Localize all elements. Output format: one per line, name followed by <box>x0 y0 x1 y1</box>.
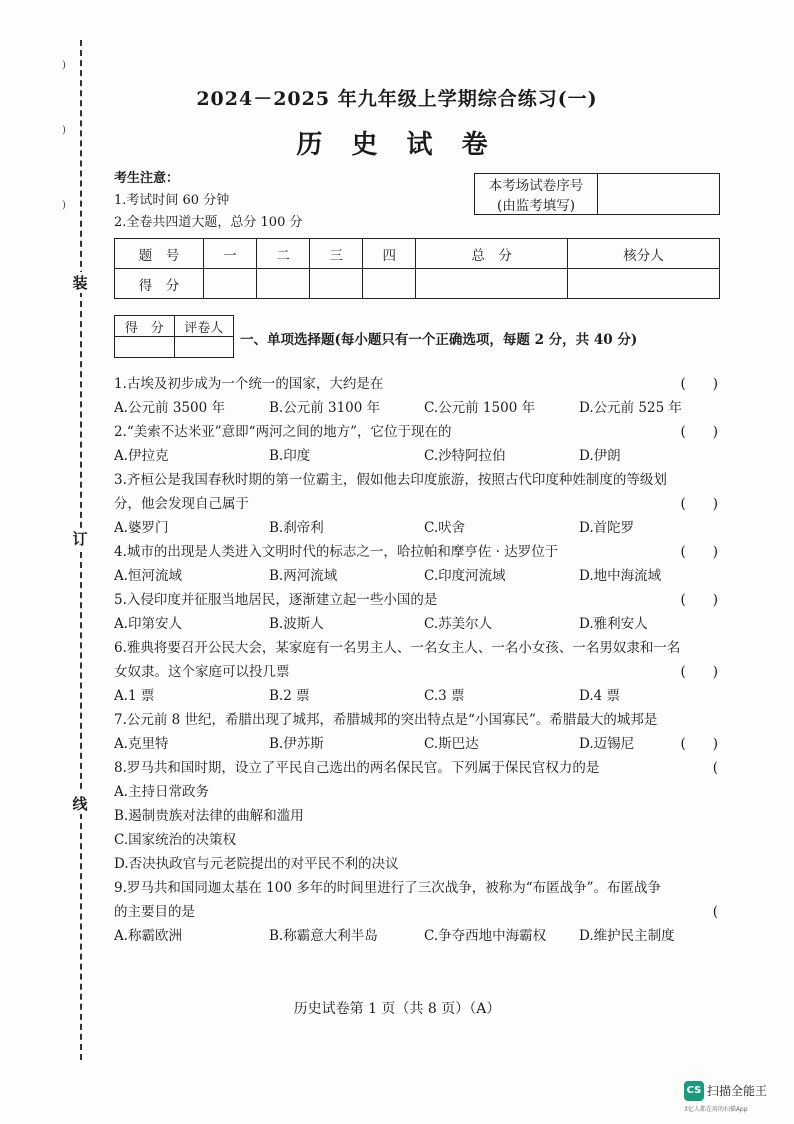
score-header-cell: 二 <box>257 239 310 269</box>
page-footer: 历史试卷第 1 页（共 8 页）（A） <box>293 1001 501 1017</box>
answer-option: A.称霸欧洲 <box>114 928 183 944</box>
binding-dashed-line <box>80 40 82 1060</box>
answer-option: A.印第安人 <box>114 616 183 632</box>
answer-option: B.印度 <box>269 448 311 464</box>
question-item <box>114 876 734 948</box>
answer-option: C.争夺西地中海霸权 <box>424 928 547 944</box>
exam-title: 2024－2025 年九年级上学期综合练习(一) <box>196 88 598 110</box>
question-stem-text: 8.罗马共和国时期，设立了平民自己选出的两名保民官。下列属于保民官权力的是 <box>114 760 600 776</box>
answer-option: C.印度河流域 <box>424 568 506 584</box>
notice-line: 1.考试时间 60 分钟 <box>114 193 230 208</box>
answer-option: D.维护民主制度 <box>579 928 675 944</box>
notice-heading: 考生注意： <box>114 171 180 186</box>
answer-option: D.否决执政官与元老院提出的对平民不利的决议 <box>114 856 399 872</box>
grader-score-label: 得 分 <box>115 316 175 337</box>
score-table <box>114 238 720 299</box>
question-stem <box>114 540 734 564</box>
answer-option: B.刹帝利 <box>269 520 324 536</box>
answer-option: B.两河流域 <box>269 568 338 584</box>
scanner-logo-name: 扫描全能王 <box>707 1084 768 1098</box>
answer-bracket[interactable]: ( ) <box>680 496 718 512</box>
score-header-cell: 四 <box>363 239 416 269</box>
question-stem <box>114 708 734 732</box>
question-item <box>114 588 734 636</box>
answer-options <box>114 732 734 756</box>
exam-subtitle: 历 史 试 卷 <box>296 130 498 160</box>
question-item <box>114 540 734 588</box>
section-one-title: 一、单项选择题(每小题只有一个正确选项，每题 2 分，共 40 分) <box>240 332 638 348</box>
answer-option: B.公元前 3100 年 <box>269 400 381 416</box>
question-stem-text: 2.“美索不达米亚”意即“两河之间的地方”，它位于现在的 <box>114 424 452 440</box>
serial-label-line2: (由监考填写) <box>496 198 576 214</box>
score-header-cell: 三 <box>310 239 363 269</box>
question-item <box>114 636 734 708</box>
question-stem-text: 的主要目的是 <box>114 904 195 920</box>
question-stem-text: 6.雅典将要召开公民大会，某家庭有一名男主人、一名女主人、一名小女孩、一名男奴隶和一名 <box>114 640 681 656</box>
notice-line: 2.全卷共四道大题，总分 100 分 <box>114 215 303 230</box>
answer-option: B.称霸意大利半岛 <box>269 928 378 944</box>
margin-char-xian: 线 <box>70 793 90 814</box>
scanner-logo-tagline: 3亿人都在用的扫描App <box>684 1106 748 1113</box>
answer-option: D.伊朗 <box>579 448 621 464</box>
answer-options <box>114 564 734 588</box>
candidate-notice <box>114 168 302 234</box>
answer-option: B.2 票 <box>269 688 310 704</box>
answer-option: B.遏制贵族对法律的曲解和滥用 <box>114 808 304 824</box>
answer-option: C.吠舍 <box>424 520 466 536</box>
question-stem-text: 女奴隶。这个家庭可以投几票 <box>114 664 290 680</box>
answer-option: C.苏美尔人 <box>424 616 493 632</box>
answer-options <box>114 684 734 708</box>
question-item <box>114 708 734 756</box>
answer-bracket[interactable]: ( <box>712 760 718 776</box>
answer-option: C.公元前 1500 年 <box>424 400 536 416</box>
question-stem <box>114 900 734 924</box>
question-stem-text: 1.古埃及初步成为一个统一的国家，大约是在 <box>114 376 384 392</box>
score-table-header-row <box>115 239 720 269</box>
question-list <box>114 372 734 948</box>
answer-option: A.主持日常政务 <box>114 784 210 800</box>
scanner-logo <box>684 1080 768 1113</box>
answer-bracket[interactable]: ( <box>712 904 718 920</box>
question-stem <box>114 468 734 492</box>
answer-options <box>114 444 734 468</box>
question-stem-text: 3.齐桓公是我国春秋时期的第一位霸主，假如他去印度旅游，按照古代印度种姓制度的等级划 <box>114 472 667 488</box>
question-stem-text: 5.入侵印度并征服当地居民，逐渐建立起一些小国的是 <box>114 592 438 608</box>
question-item <box>114 468 734 540</box>
question-stem <box>114 756 734 780</box>
answer-option: D.地中海流域 <box>579 568 662 584</box>
score-cell[interactable] <box>310 269 363 299</box>
scanner-logo-icon: CS <box>684 1081 704 1101</box>
grader-name-label: 评卷人 <box>174 316 234 337</box>
margin-mark: ) <box>62 200 66 211</box>
question-stem-text: 9.罗马共和国同迦太基在 100 多年的时间里进行了三次战争，被称为“布匿战争”。布匿战争 <box>114 880 662 896</box>
question-stem <box>114 636 734 660</box>
score-header-cell: 核分人 <box>568 239 720 269</box>
question-stem <box>114 420 734 444</box>
answer-option: D.4 票 <box>579 688 621 704</box>
margin-char-zhuang: 装 <box>70 272 90 293</box>
answer-options <box>114 516 734 540</box>
question-item <box>114 420 734 468</box>
score-cell[interactable] <box>257 269 310 299</box>
question-stem <box>114 588 734 612</box>
answer-options <box>114 396 734 420</box>
question-stem <box>114 492 734 516</box>
question-stem <box>114 372 734 396</box>
answer-bracket[interactable]: ( ) <box>680 664 718 680</box>
serial-label-line1: 本考场试卷序号 <box>488 178 584 194</box>
answer-bracket[interactable]: ( ) <box>680 424 718 440</box>
question-stem-text: 4.城市的出现是人类进入文明时代的标志之一，哈拉帕和摩亨佐 · 达罗位于 <box>114 544 559 560</box>
grader-name-field[interactable] <box>174 337 234 358</box>
serial-value-field[interactable] <box>598 174 720 215</box>
answer-option: C.斯巴达 <box>424 736 479 752</box>
score-header-cell: 总 分 <box>416 239 568 269</box>
question-item <box>114 756 734 876</box>
answer-option: C.沙特阿拉伯 <box>424 448 506 464</box>
answer-option: B.波斯人 <box>269 616 324 632</box>
score-cell[interactable] <box>568 269 720 299</box>
answer-option: D.公元前 525 年 <box>579 400 682 416</box>
answer-option: D.雅利安人 <box>579 616 648 632</box>
answer-bracket[interactable]: ( ) <box>680 376 718 392</box>
serial-number-box <box>474 173 720 215</box>
answer-option: A.伊拉克 <box>114 448 169 464</box>
answer-option: C.国家统治的决策权 <box>114 832 237 848</box>
question-stem <box>114 876 734 900</box>
score-cell[interactable] <box>416 269 568 299</box>
question-item <box>114 372 734 420</box>
answer-option: A.公元前 3500 年 <box>114 400 225 416</box>
answer-option: D.首陀罗 <box>579 520 635 536</box>
question-stem <box>114 660 734 684</box>
grader-box <box>114 315 234 358</box>
answer-option: D.迈锡尼 <box>579 736 635 752</box>
margin-mark: ) <box>62 125 66 136</box>
score-header-cell: 题 号 <box>115 239 204 269</box>
answer-option: A.克里特 <box>114 736 169 752</box>
score-cell[interactable] <box>204 269 257 299</box>
margin-char-ding: 订 <box>70 528 90 549</box>
answer-option: C.3 票 <box>424 688 465 704</box>
score-row-label: 得 分 <box>115 269 204 299</box>
score-cell[interactable] <box>363 269 416 299</box>
score-table-score-row <box>115 269 720 299</box>
answer-option: A.1 票 <box>114 688 155 704</box>
answer-bracket[interactable]: ( ) <box>680 544 718 560</box>
question-stem-text: 7.公元前 8 世纪，希腊出现了城邦，希腊城邦的突出特点是“小国寡民”。希腊最大的城邦是 <box>114 712 658 728</box>
answer-bracket[interactable]: ( ) <box>680 592 718 608</box>
answer-option: A.婆罗门 <box>114 520 169 536</box>
grader-score-field[interactable] <box>115 337 175 358</box>
answer-options <box>114 924 734 948</box>
margin-mark: ) <box>62 60 66 71</box>
answer-options <box>114 780 734 876</box>
serial-label <box>475 174 598 215</box>
answer-options <box>114 612 734 636</box>
answer-option: B.伊苏斯 <box>269 736 324 752</box>
answer-option: A.恒河流域 <box>114 568 183 584</box>
answer-bracket[interactable]: ( ) <box>680 736 718 752</box>
question-stem-text: 分，他会发现自己属于 <box>114 496 249 512</box>
score-header-cell: 一 <box>204 239 257 269</box>
